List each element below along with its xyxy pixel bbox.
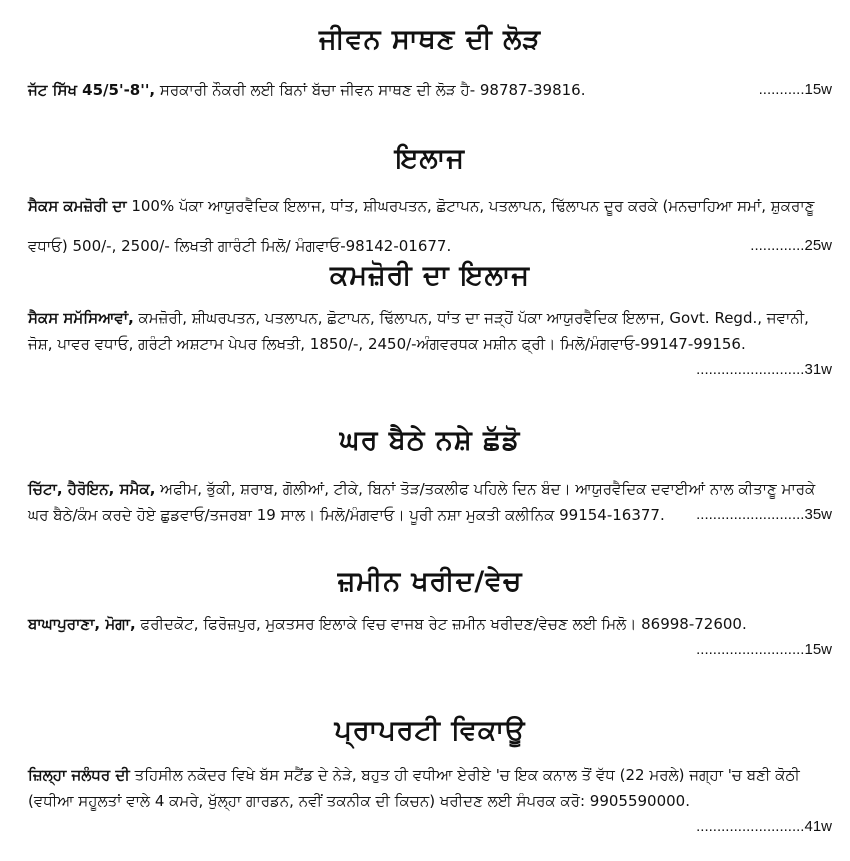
ad-code: ..........................41w: [696, 818, 832, 836]
ad-body: ਫਰੀਦਕੋਟ, ਫਿਰੋਜ਼ਪੁਰ, ਮੁਕਤਸਰ ਇਲਾਕੇ ਵਿਚ ਵਾਜਬ ਰੇਟ ਜ਼ਮੀਨ ਖਰੀਦਣ/ਵੇਚਣ ਲਈ ਮਿਲੋ। 86998-72600.: [135, 615, 747, 634]
ad-body: ਸਰਕਾਰੀ ਨੌਕਰੀ ਲਈ ਬਿਨਾਂ ਬੱਚਾ ਜੀਵਨ ਸਾਥਣ ਦੀ ਲੋੜ ਹੈ- 98787-39816.: [155, 81, 586, 100]
ad-code: ...........15w: [758, 81, 832, 99]
section-heading: ਕਮਜ਼ੋਰੀ ਦਾ ਇਲਾਜ: [329, 260, 531, 291]
ad-text: [28, 186, 832, 266]
ad-lead: ਬਾਘਾਪੁਰਾਣਾ, ਮੋਗਾ,: [28, 615, 136, 634]
ad-section-quit-drugs: [28, 425, 832, 528]
section-heading: ਜੀਵਨ ਸਾਥਣ ਦੀ ਲੋੜ: [318, 24, 542, 55]
ad-section-land: [28, 566, 832, 663]
ad-section-property-sale: [28, 715, 832, 840]
ad-lead: ਜ਼ਿਲ੍ਹਾ ਜਲੰਧਰ ਦੀ: [28, 766, 130, 785]
ad-body: ਅਫੀਮ, ਭੁੱਕੀ, ਸ਼ਰਾਬ, ਗੋਲੀਆਂ, ਟੀਕੇ, ਬਿਨਾਂ ਤੋੜ/ਤਕਲੀਫ ਪਹਿਲੇ ਦਿਨ ਬੰਦ। ਆਯੁਰਵੈਦਿਕ ਦਵਾਈਆਂ ਨਾਲ ਕੀਤਾਣੂ ਮਾਰਕੇ ਘਰ ਬੈਠੇ/ਕੰਮ ਕਰਦੇ ਹੋਏ ਛੁਡਵਾਓ/ਤਜਰਬਾ 19 ਸਾਲ। ਮਿਲੋ/ਮੰਗਵਾਓ। ਪੂਰੀ ਨਸ਼ਾ ਮੁਕਤੀ ਕਲੀਨਿਕ 99154-16377.: [28, 480, 816, 525]
ad-code: ..........................15w: [696, 641, 832, 659]
ad-lead: ਸੈਕਸ ਕਮਜ਼ੋਰੀ ਦਾ: [28, 197, 127, 216]
ad-code: ..........................31w: [696, 361, 832, 379]
ad-section-treatment: [28, 143, 832, 266]
ad-body: 100% ਪੱਕਾ ਆਯੁਰਵੈਦਿਕ ਇਲਾਜ, ਧਾਂਤ, ਸ਼ੀਘਰਪਤਨ, ਛੋਟਾਪਨ, ਪਤਲਾਪਨ, ਢਿੱਲਾਪਨ ਦੂਰ ਕਰਕੇ (ਮਨਚਾਹਿਆ ਸਮਾਂ, ਸ਼ੁਕਰਾਣੂ ਵਧਾਓ) 500/-, 2500/- ਲਿਖਤੀ ਗਾਰੰਟੀ ਮਿਲੋ/ ਮੰਗਵਾਓ-98142-01677.: [28, 197, 815, 256]
ad-text: [28, 305, 832, 379]
section-heading: ਪ੍ਰਾਪਰਟੀ ਵਿਕਾਊ: [334, 715, 526, 746]
ad-text: [28, 611, 832, 659]
ad-text: [28, 77, 832, 103]
section-heading: ਇਲਾਜ: [394, 143, 466, 174]
ad-code: .............25w: [750, 237, 832, 255]
section-heading: ਘਰ ਬੈਠੇ ਨਸ਼ੇ ਛੱਡੋ: [339, 425, 521, 456]
ad-lead: ਸੈਕਸ ਸਮੱਸਿਆਵਾਂ,: [28, 309, 134, 328]
ad-lead: ਚਿੱਟਾ, ਹੈਰੋਇਨ, ਸਮੈਕ,: [28, 480, 156, 499]
ad-code: ..........................35w: [696, 506, 832, 524]
ad-section-weakness-treatment: [28, 260, 832, 383]
ad-body: ਕਮਜ਼ੋਰੀ, ਸ਼ੀਘਰਪਤਨ, ਪਤਲਾਪਨ, ਛੋਟਾਪਨ, ਢਿੱਲਾਪਨ, ਧਾਂਤ ਦਾ ਜੜ੍ਹੋਂ ਪੱਕਾ ਆਯੁਰਵੈਦਿਕ ਇਲਾਜ, Govt. Regd., ਜਵਾਨੀ, ਜੋਸ਼, ਪਾਵਰ ਵਧਾਓ, ਗਰੰਟੀ ਅਸ਼ਟਾਮ ਪੇਪਰ ਲਿਖਤੀ, 1850/-, 2450/-ਅੰਗਵਰਧਕ ਮਸ਼ੀਨ ਫ੍ਰੀ। ਮਿਲੋ/ਮੰਗਵਾਓ-99147-99156.: [28, 309, 809, 354]
ad-body: ਤਹਿਸੀਲ ਨਕੋਦਰ ਵਿਖੇ ਬੱਸ ਸਟੈਂਡ ਦੇ ਨੇੜੇ, ਬਹੁਤ ਹੀ ਵਧੀਆ ਏਰੀਏ 'ਚ ਇਕ ਕਨਾਲ ਤੋਂ ਵੱਧ (22 ਮਰਲੇ) ਜਗ੍ਹਾ 'ਚ ਬਣੀ ਕੋਠੀ (ਵਧੀਆ ਸਹੂਲਤਾਂ ਵਾਲੇ 4 ਕਮਰੇ, ਖੁੱਲ੍ਹਾ ਗਾਰਡਨ, ਨਵੀਂ ਤਕਨੀਕ ਦੀ ਕਿਚਨ) ਖਰੀਦਣ ਲਈ ਸੰਪਰਕ ਕਰੋ: 9905590000.: [28, 766, 800, 811]
ad-text: [28, 762, 832, 836]
section-heading: ਜ਼ਮੀਨ ਖਰੀਦ/ਵੇਚ: [337, 566, 523, 597]
ad-text: [28, 476, 832, 528]
ad-section-life-partner: [28, 24, 832, 103]
ad-lead: ਜੱਟ ਸਿੱਖ 45/5'-8'',: [28, 81, 156, 100]
